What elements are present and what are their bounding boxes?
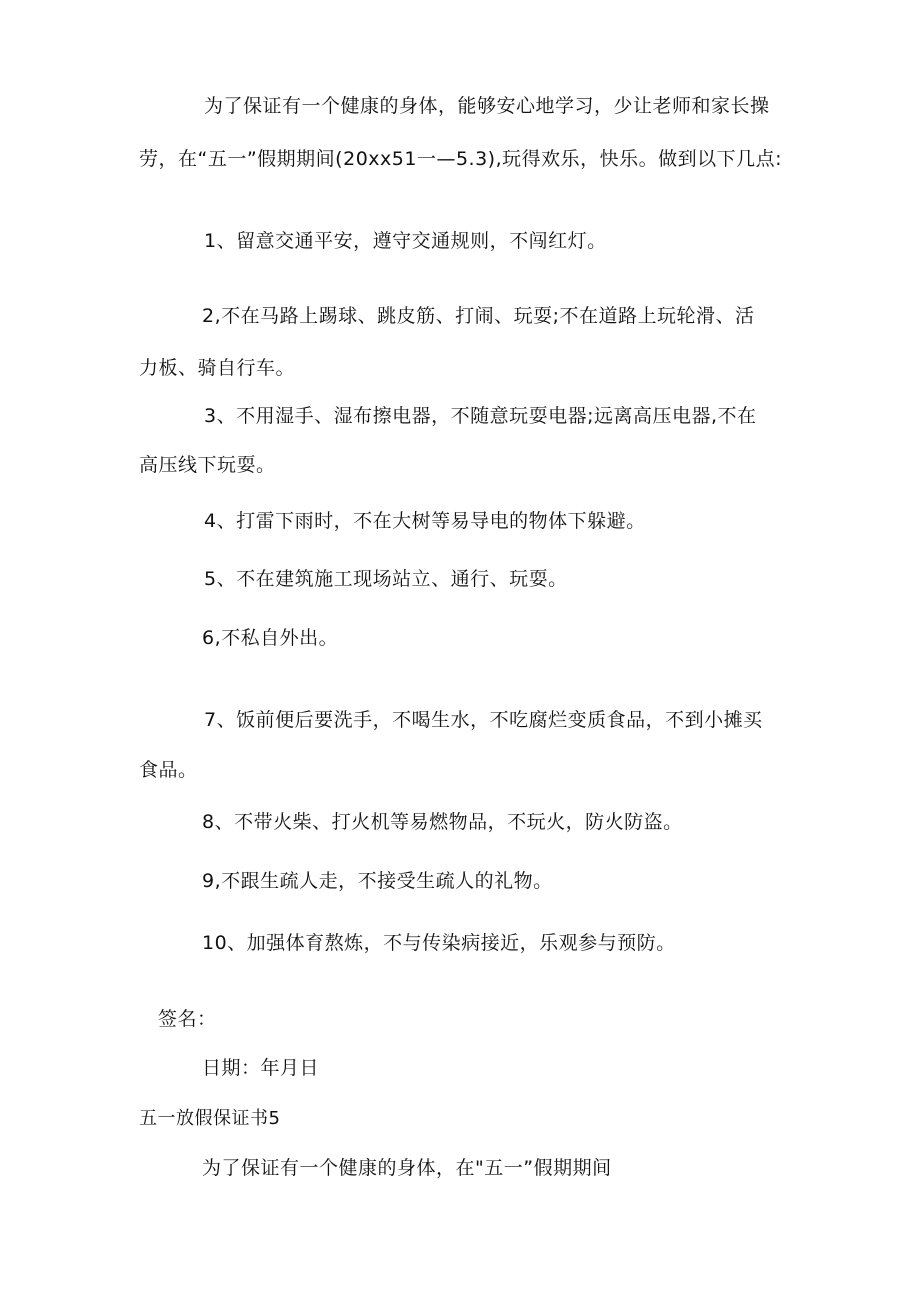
- item-1: 1、留意交通平安，遵守交通规则，不闯红灯。: [204, 230, 607, 252]
- item-3-line-2: 高压线下玩耍。: [139, 454, 276, 476]
- intro-line-1: 为了保证有一个健康的身体，能够安心地学习，少让老师和家长操: [204, 95, 770, 117]
- item-10: 10、加强体育熬炼，不与传染病接近，乐观参与预防。: [202, 932, 676, 954]
- item-5: 5、不在建筑施工现场站立、通行、玩耍。: [204, 568, 568, 590]
- item-6: 6,不私自外出。: [202, 627, 339, 649]
- item-3-line-1: 3、不用湿手、湿布擦电器，不随意玩耍电器;远离高压电器,不在: [204, 405, 757, 427]
- item-4: 4、打雷下雨时，不在大树等易导电的物体下躲避。: [204, 510, 646, 532]
- signature-label: 签名：: [158, 1008, 217, 1030]
- item-2-line-1: 2,不在马路上踢球、跳皮筋、打闹、玩耍;不在道路上玩轮滑、活: [202, 305, 755, 327]
- item-2-line-2: 力板、骑自行车。: [139, 357, 296, 379]
- item-8: 8、不带火柴、打火机等易燃物品，不玩火，防火防盗。: [202, 811, 683, 833]
- section-intro: 为了保证有一个健康的身体，在"五一”假期期间: [202, 1157, 612, 1179]
- intro-line-2: 劳，在“五一”假期期间(20xx51一—5.3),玩得欢乐，快乐。做到以下几点:: [139, 148, 783, 170]
- date-label: 日期：年月日: [202, 1057, 320, 1079]
- item-9: 9,不跟生疏人走，不接受生疏人的礼物。: [202, 870, 553, 892]
- item-7-line-1: 7、饭前便后要洗手，不喝生水，不吃腐烂变质食品，不到小摊买: [204, 709, 763, 731]
- section-heading: 五一放假保证书5: [139, 1108, 281, 1129]
- item-7-line-2: 食品。: [139, 759, 198, 781]
